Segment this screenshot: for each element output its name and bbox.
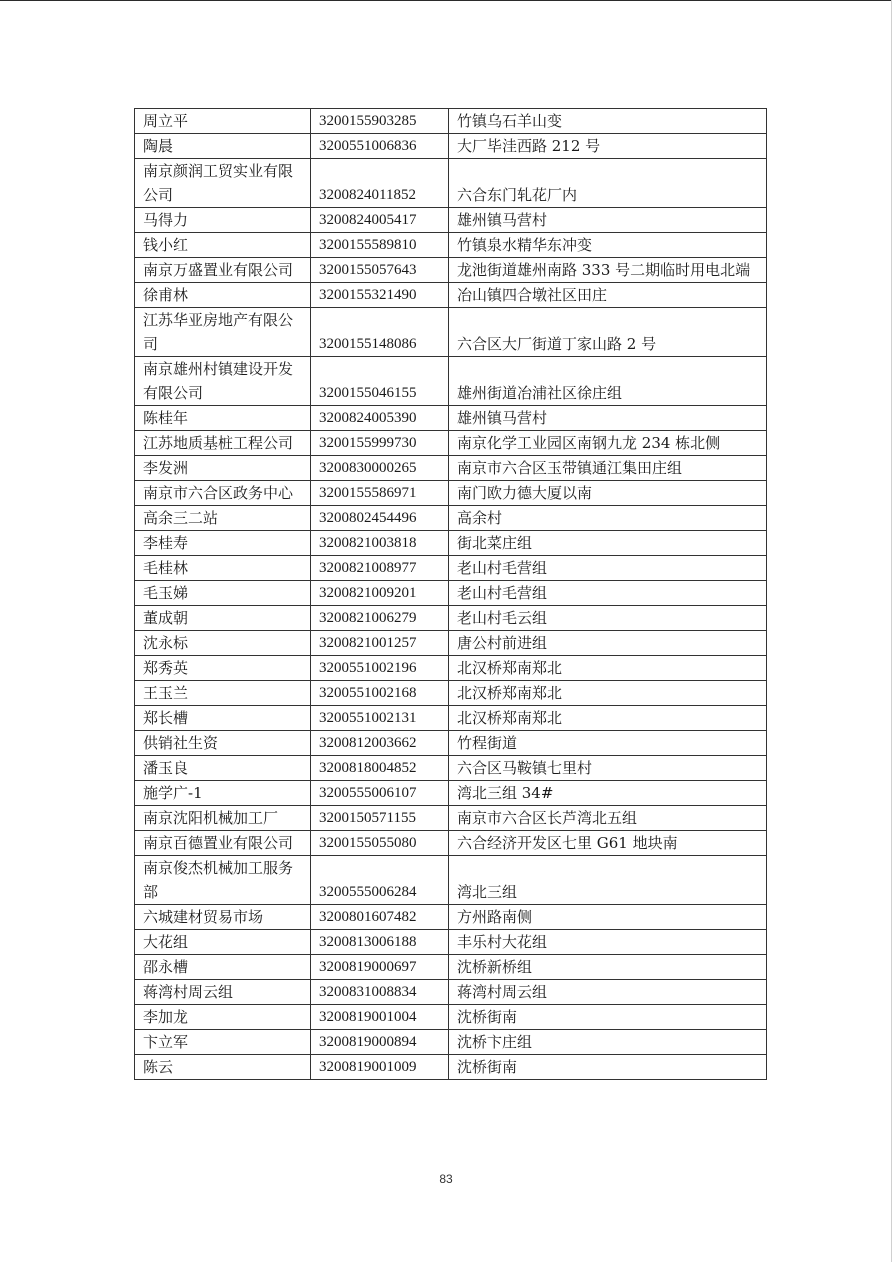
- address-cell: 沈桥街南: [449, 1005, 767, 1030]
- account-code-cell: 3200821008977: [311, 556, 449, 581]
- table-row: [135, 208, 767, 233]
- name-cell: 卞立军: [135, 1030, 311, 1055]
- account-code-cell: 3200819001004: [311, 1005, 449, 1030]
- page-number: 83: [439, 1172, 453, 1186]
- name-cell: 沈永标: [135, 631, 311, 656]
- name-cell: 王玉兰: [135, 681, 311, 706]
- table-row: [135, 731, 767, 756]
- account-code-cell: 3200551002196: [311, 656, 449, 681]
- table-row: [135, 905, 767, 930]
- table-row: [135, 556, 767, 581]
- account-code-cell: 3200551002168: [311, 681, 449, 706]
- address-cell: 雄州镇马营村: [449, 406, 767, 431]
- address-cell: 大厂毕洼西路 212 号: [449, 134, 767, 159]
- name-cell: 李发洲: [135, 456, 311, 481]
- account-code-cell: 3200824005417: [311, 208, 449, 233]
- table-row: [135, 283, 767, 308]
- account-code-cell: 3200818004852: [311, 756, 449, 781]
- table-row: [135, 980, 767, 1005]
- address-cell: 老山村毛营组: [449, 556, 767, 581]
- name-cell: 毛桂林: [135, 556, 311, 581]
- address-cell: 南门欧力德大厦以南: [449, 481, 767, 506]
- table-row: [135, 506, 767, 531]
- account-code-cell: 3200155999730: [311, 431, 449, 456]
- address-cell: 老山村毛营组: [449, 581, 767, 606]
- name-cell: 周立平: [135, 109, 311, 134]
- table-row: [135, 756, 767, 781]
- name-cell: 高余三二站: [135, 506, 311, 531]
- address-cell: 北汉桥郑南郑北: [449, 656, 767, 681]
- table-row: [135, 109, 767, 134]
- name-cell: 潘玉良: [135, 756, 311, 781]
- address-cell: 沈桥街南: [449, 1055, 767, 1080]
- name-cell: 钱小红: [135, 233, 311, 258]
- account-code-cell: 3200150571155: [311, 806, 449, 831]
- account-code-cell: 3200821006279: [311, 606, 449, 631]
- address-cell: 雄州街道冶浦社区徐庄组: [449, 357, 767, 406]
- name-cell: 郑长槽: [135, 706, 311, 731]
- address-cell: 南京市六合区长芦湾北五组: [449, 806, 767, 831]
- name-cell: 江苏地质基桩工程公司: [135, 431, 311, 456]
- table-row: [135, 134, 767, 159]
- address-cell: 六合东门轧花厂内: [449, 159, 767, 208]
- address-cell: 六合区马鞍镇七里村: [449, 756, 767, 781]
- account-code-cell: 3200821003818: [311, 531, 449, 556]
- records-table-body: [135, 109, 767, 1080]
- account-code-cell: 3200155046155: [311, 357, 449, 406]
- account-code-cell: 3200155055080: [311, 831, 449, 856]
- account-code-cell: 3200801607482: [311, 905, 449, 930]
- account-code-cell: 3200821001257: [311, 631, 449, 656]
- address-cell: 雄州镇马营村: [449, 208, 767, 233]
- name-cell: 南京俊杰机械加工服务部: [135, 856, 311, 905]
- table-row: [135, 706, 767, 731]
- address-cell: 竹镇乌石羊山变: [449, 109, 767, 134]
- address-cell: 龙池街道雄州南路 333 号二期临时用电北端: [449, 258, 767, 283]
- account-code-cell: 3200819000697: [311, 955, 449, 980]
- address-cell: 南京化学工业园区南钢九龙 234 栋北侧: [449, 431, 767, 456]
- name-cell: 李加龙: [135, 1005, 311, 1030]
- account-code-cell: 3200813006188: [311, 930, 449, 955]
- account-code-cell: 3200821009201: [311, 581, 449, 606]
- account-code-cell: 3200155589810: [311, 233, 449, 258]
- address-cell: 老山村毛云组: [449, 606, 767, 631]
- account-code-cell: 3200555006284: [311, 856, 449, 905]
- table-row: [135, 308, 767, 357]
- account-code-cell: 3200551002131: [311, 706, 449, 731]
- name-cell: 南京沈阳机械加工厂: [135, 806, 311, 831]
- address-cell: 沈桥新桥组: [449, 955, 767, 980]
- account-code-cell: 3200555006107: [311, 781, 449, 806]
- name-cell: 六城建材贸易市场: [135, 905, 311, 930]
- table-row: [135, 606, 767, 631]
- address-cell: 六合经济开发区七里 G61 地块南: [449, 831, 767, 856]
- account-code-cell: 3200819001009: [311, 1055, 449, 1080]
- table-row: [135, 781, 767, 806]
- table-row: [135, 456, 767, 481]
- table-row: [135, 431, 767, 456]
- table-row: [135, 1005, 767, 1030]
- name-cell: 郑秀英: [135, 656, 311, 681]
- table-row: [135, 406, 767, 431]
- top-border-line: [0, 0, 892, 1]
- table-row: [135, 930, 767, 955]
- account-code-cell: 3200155586971: [311, 481, 449, 506]
- table-row: [135, 531, 767, 556]
- account-code-cell: 3200155148086: [311, 308, 449, 357]
- name-cell: 南京雄州村镇建设开发有限公司: [135, 357, 311, 406]
- name-cell: 陈桂年: [135, 406, 311, 431]
- account-code-cell: 3200551006836: [311, 134, 449, 159]
- name-cell: 马得力: [135, 208, 311, 233]
- name-cell: 江苏华亚房地产有限公司: [135, 308, 311, 357]
- table-row: [135, 856, 767, 905]
- name-cell: 大花组: [135, 930, 311, 955]
- address-cell: 北汉桥郑南郑北: [449, 706, 767, 731]
- address-cell: 街北菜庄组: [449, 531, 767, 556]
- address-cell: 湾北三组: [449, 856, 767, 905]
- name-cell: 李桂寿: [135, 531, 311, 556]
- account-code-cell: 3200155903285: [311, 109, 449, 134]
- name-cell: 施学广-1: [135, 781, 311, 806]
- table-row: [135, 681, 767, 706]
- table-row: [135, 233, 767, 258]
- table-row: [135, 481, 767, 506]
- address-cell: 高余村: [449, 506, 767, 531]
- address-cell: 丰乐村大花组: [449, 930, 767, 955]
- table-row: [135, 258, 767, 283]
- name-cell: 南京颜润工贸实业有限公司: [135, 159, 311, 208]
- name-cell: 南京市六合区政务中心: [135, 481, 311, 506]
- table-row: [135, 656, 767, 681]
- address-cell: 沈桥卞庄组: [449, 1030, 767, 1055]
- account-code-cell: 3200830000265: [311, 456, 449, 481]
- address-cell: 南京市六合区玉带镇通江集田庄组: [449, 456, 767, 481]
- address-cell: 冶山镇四合墩社区田庄: [449, 283, 767, 308]
- table-row: [135, 581, 767, 606]
- address-cell: 竹镇泉水精华东冲变: [449, 233, 767, 258]
- address-cell: 蒋湾村周云组: [449, 980, 767, 1005]
- address-cell: 北汉桥郑南郑北: [449, 681, 767, 706]
- address-cell: 方州路南侧: [449, 905, 767, 930]
- account-code-cell: 3200824005390: [311, 406, 449, 431]
- address-cell: 六合区大厂街道丁家山路 2 号: [449, 308, 767, 357]
- name-cell: 南京万盛置业有限公司: [135, 258, 311, 283]
- name-cell: 毛玉娣: [135, 581, 311, 606]
- account-code-cell: 3200831008834: [311, 980, 449, 1005]
- table-row: [135, 955, 767, 980]
- name-cell: 陶晨: [135, 134, 311, 159]
- account-code-cell: 3200802454496: [311, 506, 449, 531]
- table-row: [135, 357, 767, 406]
- address-cell: 唐公村前进组: [449, 631, 767, 656]
- account-code-cell: 3200824011852: [311, 159, 449, 208]
- name-cell: 供销社生资: [135, 731, 311, 756]
- name-cell: 董成朝: [135, 606, 311, 631]
- address-cell: 湾北三组 34#: [449, 781, 767, 806]
- records-table: [134, 108, 767, 1080]
- account-code-cell: 3200155321490: [311, 283, 449, 308]
- name-cell: 邵永槽: [135, 955, 311, 980]
- table-row: [135, 831, 767, 856]
- table-row: [135, 631, 767, 656]
- table-row: [135, 1030, 767, 1055]
- table-row: [135, 159, 767, 208]
- account-code-cell: 3200819000894: [311, 1030, 449, 1055]
- account-code-cell: 3200155057643: [311, 258, 449, 283]
- name-cell: 徐甫林: [135, 283, 311, 308]
- name-cell: 陈云: [135, 1055, 311, 1080]
- name-cell: 蒋湾村周云组: [135, 980, 311, 1005]
- account-code-cell: 3200812003662: [311, 731, 449, 756]
- name-cell: 南京百德置业有限公司: [135, 831, 311, 856]
- table-row: [135, 806, 767, 831]
- table-row: [135, 1055, 767, 1080]
- address-cell: 竹程街道: [449, 731, 767, 756]
